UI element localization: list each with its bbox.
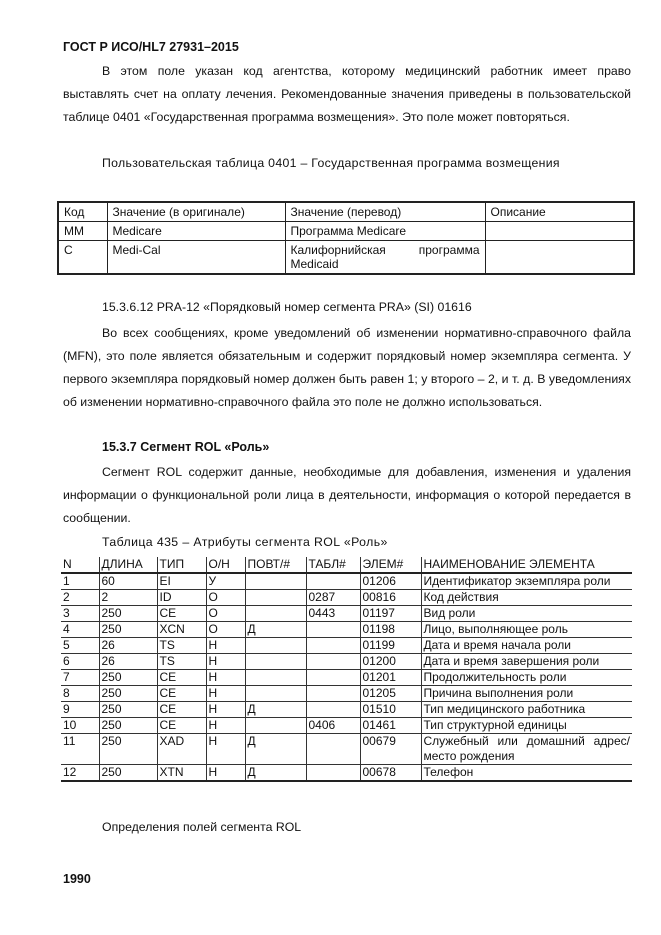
header-cell: ЭЛЕМ# bbox=[360, 557, 421, 573]
table-cell: 250 bbox=[99, 622, 157, 638]
table-cell bbox=[245, 686, 306, 702]
table-cell: C bbox=[58, 241, 107, 275]
table-cell: 0287 bbox=[306, 590, 360, 606]
table-row bbox=[61, 654, 632, 670]
table-cell: 1 bbox=[61, 573, 99, 590]
table-cell: CE bbox=[157, 670, 206, 686]
table-cell bbox=[306, 734, 360, 765]
table-cell: 250 bbox=[99, 702, 157, 718]
table-cell: 2 bbox=[99, 590, 157, 606]
table-cell: Идентификатор экземпляра роли bbox=[421, 573, 632, 590]
section-pra-12: 15.3.6.12 PRA-12 «Порядковый номер сегмента PRA» (SI) 01616 bbox=[102, 300, 472, 314]
table-cell: XTN bbox=[157, 765, 206, 782]
table-cell: Дата и время завершения роли bbox=[421, 654, 632, 670]
table-cell: Код действия bbox=[421, 590, 632, 606]
table-cell: 01198 bbox=[360, 622, 421, 638]
table-cell: Причина выполнения роли bbox=[421, 686, 632, 702]
header-cell: ТАБЛ# bbox=[306, 557, 360, 573]
table-cell: 26 bbox=[99, 638, 157, 654]
table-cell: XAD bbox=[157, 734, 206, 765]
table-cell: Калифорнийская программа Medicaid bbox=[285, 241, 485, 275]
table-cell: 7 bbox=[61, 670, 99, 686]
table-cell: 01200 bbox=[360, 654, 421, 670]
header-cell: Значение (в оригинале) bbox=[107, 202, 285, 222]
table-cell: 3 bbox=[61, 606, 99, 622]
table-cell: EI bbox=[157, 573, 206, 590]
table-cell: Д bbox=[245, 622, 306, 638]
table-cell: У bbox=[206, 573, 245, 590]
table-cell bbox=[485, 222, 634, 241]
page-number: 1990 bbox=[63, 872, 91, 886]
table-cell: Д bbox=[245, 765, 306, 782]
table-cell: Medicare bbox=[107, 222, 285, 241]
table-cell bbox=[245, 606, 306, 622]
paragraph-agency-code: В этом поле указан код агентства, которому медицинский работник имеет право выставлять счет на оплату лечения. Рекомендованные значения приведены в пользовательской таблице 0401 «Государственная программа возмещения». Это поле может повторяться. bbox=[63, 64, 631, 124]
table-cell: Лицо, выполняющее роль bbox=[421, 622, 632, 638]
table-cell: Продолжительность роли bbox=[421, 670, 632, 686]
header-cell: Код bbox=[58, 202, 107, 222]
table-cell bbox=[306, 702, 360, 718]
table-cell: Программа Medicare bbox=[285, 222, 485, 241]
table-row bbox=[61, 686, 632, 702]
table-cell bbox=[245, 654, 306, 670]
table-cell: 01206 bbox=[360, 573, 421, 590]
table-header-row bbox=[58, 202, 634, 222]
table-row bbox=[61, 702, 632, 718]
table-cell: Служебный или домашний адрес/место рождения bbox=[421, 734, 632, 765]
table-cell bbox=[245, 718, 306, 734]
table-row bbox=[58, 241, 634, 275]
table-cell: Тип структурной единицы bbox=[421, 718, 632, 734]
table-cell bbox=[485, 241, 634, 275]
table2-caption: Таблица 435 – Атрибуты сегмента ROL «Роль» bbox=[102, 535, 388, 549]
table-cell bbox=[306, 765, 360, 782]
table-cell: 4 bbox=[61, 622, 99, 638]
table-cell: 00816 bbox=[360, 590, 421, 606]
table-cell: 10 bbox=[61, 718, 99, 734]
table-cell: Н bbox=[206, 765, 245, 782]
document-header: ГОСТ Р ИСО/HL7 27931–2015 bbox=[63, 40, 239, 54]
table-cell: 01461 bbox=[360, 718, 421, 734]
table-cell: MM bbox=[58, 222, 107, 241]
table-row bbox=[61, 638, 632, 654]
table1-caption: Пользовательская таблица 0401 – Государственная программа возмещения bbox=[102, 156, 560, 170]
table-cell: 60 bbox=[99, 573, 157, 590]
table-cell: Medi-Cal bbox=[107, 241, 285, 275]
table-cell: CE bbox=[157, 606, 206, 622]
table-cell: О bbox=[206, 590, 245, 606]
table-cell: CE bbox=[157, 702, 206, 718]
table-cell: 0406 bbox=[306, 718, 360, 734]
table-cell: 01197 bbox=[360, 606, 421, 622]
header-cell: ТИП bbox=[157, 557, 206, 573]
table-row bbox=[61, 670, 632, 686]
table-cell: Вид роли bbox=[421, 606, 632, 622]
header-cell: Описание bbox=[485, 202, 634, 222]
table-cell bbox=[245, 590, 306, 606]
header-cell: ДЛИНА bbox=[99, 557, 157, 573]
table-cell: Н bbox=[206, 638, 245, 654]
table-cell: Н bbox=[206, 718, 245, 734]
section-rol-heading: 15.3.7 Сегмент ROL «Роль» bbox=[102, 440, 270, 454]
paragraph-rol: Сегмент ROL содержит данные, необходимые для добавления, изменения и удаления информации о функциональной роли лица в деятельности, информация о которой передается в сообщении. bbox=[63, 465, 631, 525]
table-cell: Н bbox=[206, 654, 245, 670]
table-cell: 00678 bbox=[360, 765, 421, 782]
table-cell: 6 bbox=[61, 654, 99, 670]
table-row bbox=[61, 718, 632, 734]
table-cell bbox=[245, 670, 306, 686]
table-cell: CE bbox=[157, 718, 206, 734]
table-cell bbox=[306, 654, 360, 670]
table-cell: Тип медицинского работника bbox=[421, 702, 632, 718]
header-cell: Значение (перевод) bbox=[285, 202, 485, 222]
table-cell: Н bbox=[206, 686, 245, 702]
header-cell: N bbox=[61, 557, 99, 573]
table-cell: 00679 bbox=[360, 734, 421, 765]
table-cell bbox=[306, 638, 360, 654]
table-0401 bbox=[57, 201, 635, 275]
table-cell: 2 bbox=[61, 590, 99, 606]
table-row bbox=[61, 765, 632, 782]
table-cell: 11 bbox=[61, 734, 99, 765]
table-cell: 01201 bbox=[360, 670, 421, 686]
table-row bbox=[61, 734, 632, 765]
table-cell bbox=[245, 638, 306, 654]
table-cell: О bbox=[206, 606, 245, 622]
table-cell bbox=[306, 622, 360, 638]
table-cell bbox=[306, 686, 360, 702]
table-cell: 12 bbox=[61, 765, 99, 782]
table-cell: 250 bbox=[99, 718, 157, 734]
table-cell: 0443 bbox=[306, 606, 360, 622]
header-cell: О/Н bbox=[206, 557, 245, 573]
table-cell: 8 bbox=[61, 686, 99, 702]
table-cell bbox=[306, 670, 360, 686]
table-row bbox=[61, 622, 632, 638]
table-cell: 01510 bbox=[360, 702, 421, 718]
table-cell: Д bbox=[245, 734, 306, 765]
table-cell: TS bbox=[157, 638, 206, 654]
table-cell: О bbox=[206, 622, 245, 638]
table-cell: Н bbox=[206, 670, 245, 686]
table-cell: CE bbox=[157, 686, 206, 702]
table-cell: 01199 bbox=[360, 638, 421, 654]
table-cell: 9 bbox=[61, 702, 99, 718]
header-cell: ПОВТ/# bbox=[245, 557, 306, 573]
table-cell: TS bbox=[157, 654, 206, 670]
table-cell: 26 bbox=[99, 654, 157, 670]
table-cell: Н bbox=[206, 702, 245, 718]
table-cell: 5 bbox=[61, 638, 99, 654]
table-header-row bbox=[61, 557, 632, 573]
table-cell: 250 bbox=[99, 734, 157, 765]
table-cell: 250 bbox=[99, 670, 157, 686]
field-definitions-heading: Определения полей сегмента ROL bbox=[102, 820, 302, 834]
table-435-rol-attributes bbox=[61, 557, 632, 782]
table-cell: Телефон bbox=[421, 765, 632, 782]
table-cell: Дата и время начала роли bbox=[421, 638, 632, 654]
table-cell: ID bbox=[157, 590, 206, 606]
table-cell: 01205 bbox=[360, 686, 421, 702]
table-row bbox=[61, 573, 632, 590]
table-cell: 250 bbox=[99, 765, 157, 782]
table-row bbox=[61, 606, 632, 622]
header-cell: НАИМЕНОВАНИЕ ЭЛЕМЕНТА bbox=[421, 557, 632, 573]
table-row bbox=[61, 590, 632, 606]
table-cell: 250 bbox=[99, 606, 157, 622]
table-cell: Н bbox=[206, 734, 245, 765]
table-cell: 250 bbox=[99, 686, 157, 702]
paragraph-pra: Во всех сообщениях, кроме уведомлений об изменении нормативно-справочного файла (MFN), это поле является обязательным и содержит порядковый номер экземпляра сегмента. У первого экземпляра порядковый номер должен быть равен 1; у второго – 2, и т. д. В уведомлениях об изменении нормативно-справочного файла это поле не должно использоваться. bbox=[63, 326, 631, 409]
table-cell bbox=[306, 573, 360, 590]
table-cell: Д bbox=[245, 702, 306, 718]
table-cell bbox=[245, 573, 306, 590]
table-row bbox=[58, 222, 634, 241]
table-cell: XCN bbox=[157, 622, 206, 638]
